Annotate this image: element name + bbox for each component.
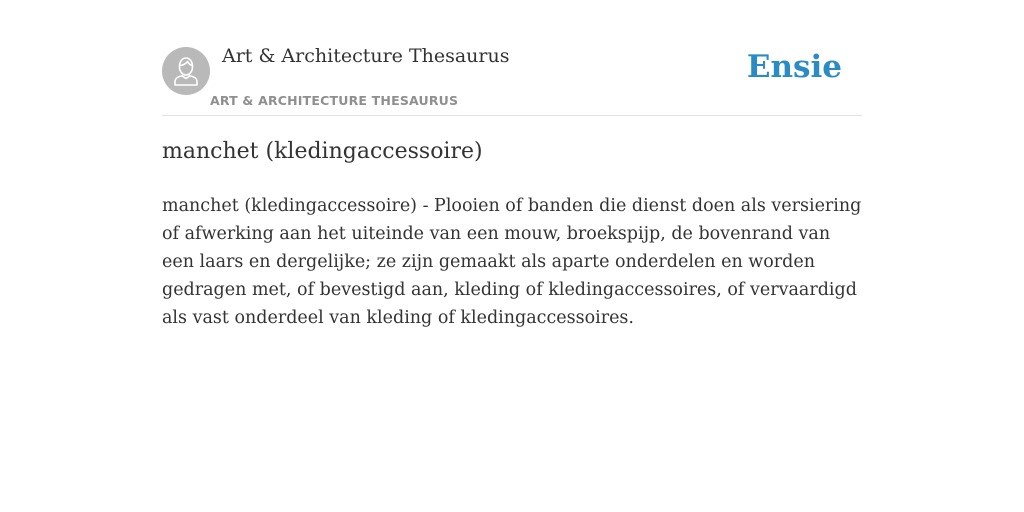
entry-header bbox=[162, 0, 862, 116]
entry-title: manchet (kledingaccessoire) bbox=[162, 139, 483, 164]
author-name[interactable]: Art & Architecture Thesaurus bbox=[222, 45, 510, 67]
source-label: ART & ARCHITECTURE THESAURUS bbox=[210, 93, 459, 108]
author-avatar[interactable] bbox=[162, 47, 210, 95]
page-container bbox=[162, 0, 862, 328]
user-silhouette-icon bbox=[162, 47, 210, 95]
ensie-logo-link[interactable]: Ensie bbox=[746, 49, 842, 85]
entry-definition: manchet (kledingaccessoire) - Plooien of banden die dienst doen als versiering of afwerking aan het uiteinde van een mouw, broekspijp, de bovenrand van een laars en dergelijke; ze zijn gemaakt als aparte onderdelen en worden gedragen met, of bevestigd aan, kleding of kledingaccessoires, of vervaardigd als vast onderdeel van kleding of kledingaccessoires. bbox=[162, 196, 862, 328]
